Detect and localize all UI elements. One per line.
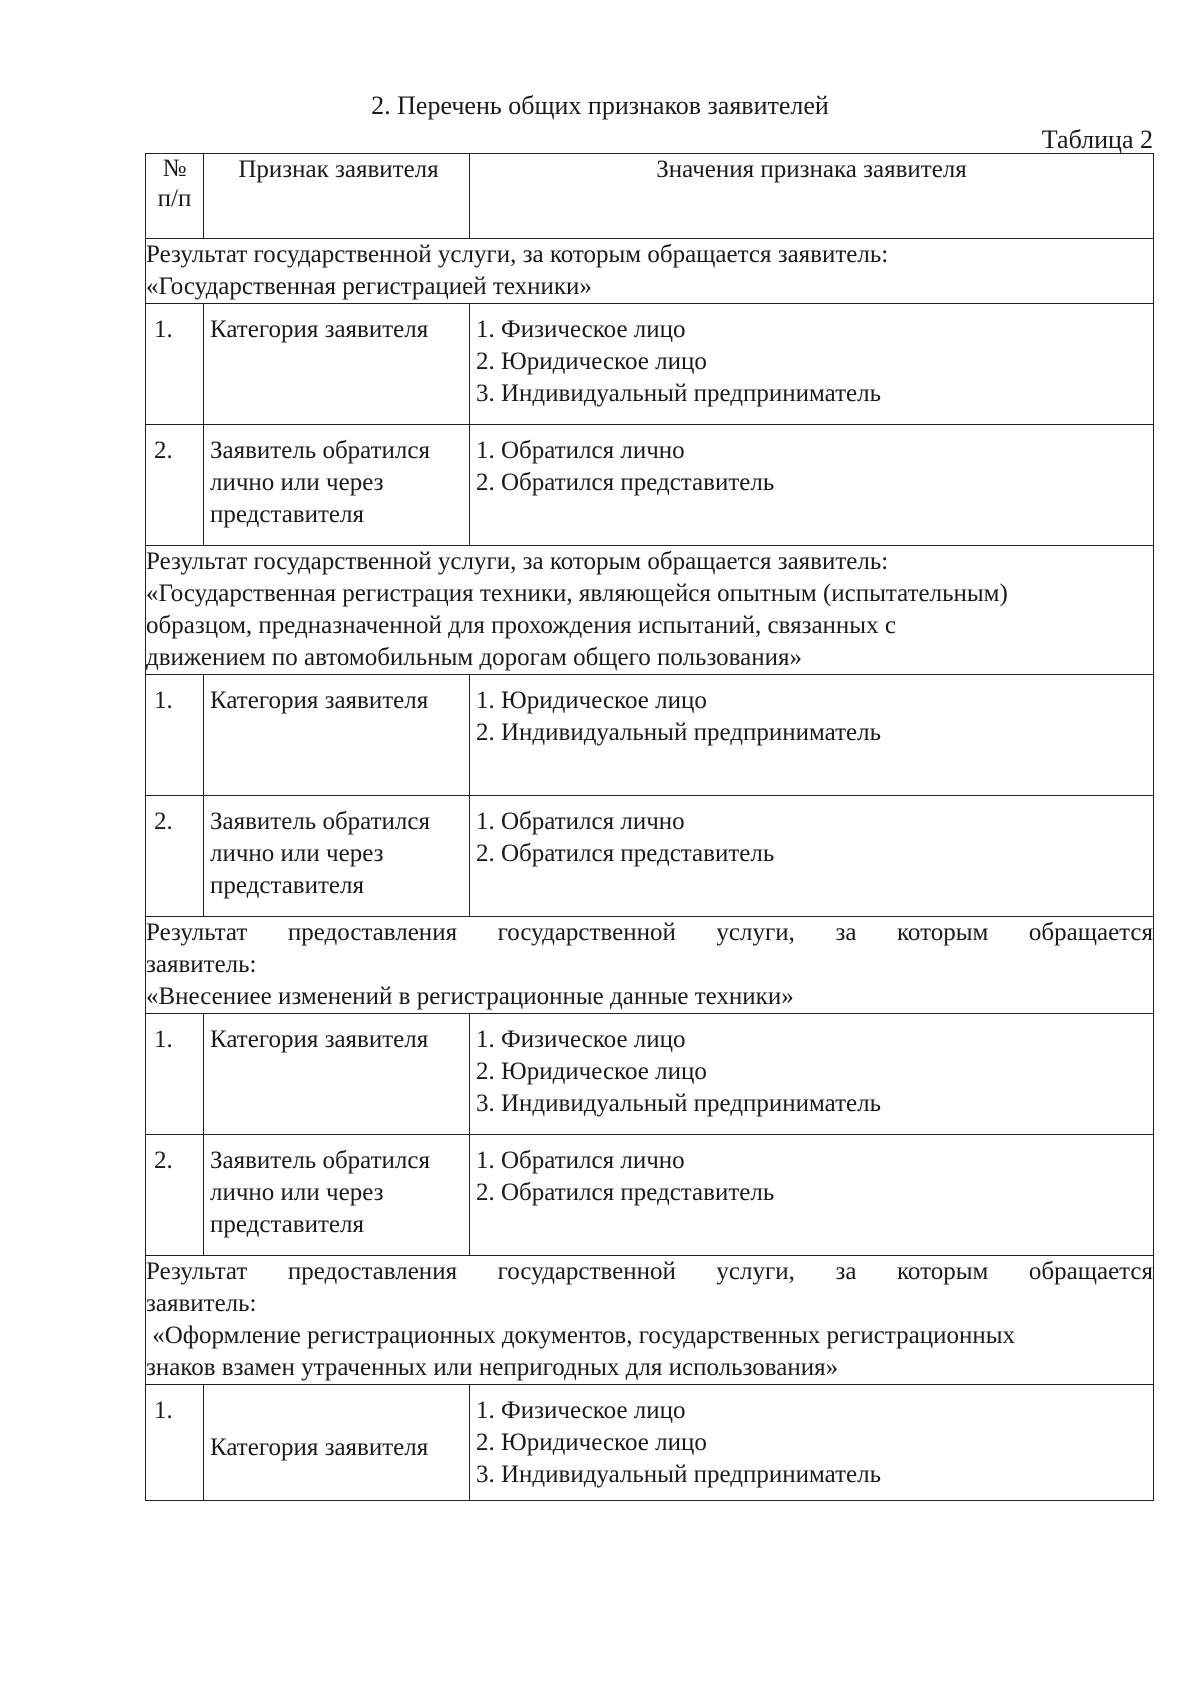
- row-number: 2.: [146, 425, 204, 546]
- row-value: 2. Обратился представитель: [476, 469, 775, 496]
- row-values: [470, 425, 1154, 546]
- row-number: 1.: [146, 304, 204, 425]
- section-heading: [146, 1256, 1154, 1385]
- row-number: 2.: [146, 796, 204, 917]
- section-heading-line: заявитель:: [146, 1290, 257, 1317]
- table-row: [146, 1385, 1154, 1501]
- table-header-row: [146, 154, 1154, 239]
- table-row: [146, 675, 1154, 796]
- section-heading: [146, 917, 1154, 1014]
- row-value: 3. Индивидуальный предприниматель: [476, 380, 881, 407]
- section-heading-line: Результат предоставления государственной услуги, за которым обращается: [146, 1258, 1153, 1285]
- row-value: 1. Физическое лицо: [476, 316, 686, 343]
- row-attribute-line: лично или через: [210, 1179, 384, 1206]
- row-value: 1. Обратился лично: [476, 1147, 685, 1174]
- row-value: 1. Юридическое лицо: [476, 687, 707, 714]
- section-heading-line: Результат государственной услуги, за которым обращается заявитель:: [146, 548, 889, 575]
- header-attribute: Признак заявителя: [204, 154, 470, 239]
- row-attribute-line: представителя: [210, 1211, 364, 1238]
- section-heading: [146, 239, 1154, 304]
- row-attribute-line: Категория заявителя: [210, 1026, 429, 1053]
- table-row: [146, 304, 1154, 425]
- row-values: [470, 1014, 1154, 1135]
- row-values: [470, 1385, 1154, 1501]
- row-attribute: [204, 1385, 470, 1501]
- row-value: 1. Физическое лицо: [476, 1026, 686, 1053]
- row-value: 2. Обратился представитель: [476, 840, 775, 867]
- row-attribute-line: Категория заявителя: [210, 687, 429, 714]
- row-value: 1. Физическое лицо: [476, 1397, 686, 1424]
- section-heading-line: «Внесениее изменений в регистрационные данные техники»: [146, 983, 794, 1010]
- row-number: 1.: [146, 675, 204, 796]
- document-title: 2. Перечень общих признаков заявителей: [371, 91, 829, 120]
- row-values: [470, 796, 1154, 917]
- row-attribute: [204, 796, 470, 917]
- row-value: 2. Юридическое лицо: [476, 1058, 707, 1085]
- table-row: [146, 796, 1154, 917]
- row-attribute: [204, 304, 470, 425]
- row-attribute: [204, 425, 470, 546]
- header-number: [146, 154, 204, 239]
- section-heading-row: [146, 546, 1154, 675]
- section-heading-line: заявитель:: [146, 951, 257, 978]
- row-attribute-line: представителя: [210, 501, 364, 528]
- row-value: 1. Обратился лично: [476, 437, 685, 464]
- section-heading-row: [146, 917, 1154, 1014]
- row-attribute-line: Категория заявителя: [210, 316, 429, 343]
- row-value: 2. Юридическое лицо: [476, 1429, 707, 1456]
- applicant-attributes-table: [145, 153, 1154, 1501]
- header-number-abbr: п/п: [157, 185, 192, 212]
- section-heading-line: «Оформление регистрационных документов, государственных регистрационных: [146, 1322, 1016, 1349]
- row-attribute-line: лично или через: [210, 469, 384, 496]
- row-attribute: [204, 1014, 470, 1135]
- section-heading-line: «Государственная регистрация техники, являющейся опытным (испытательным): [146, 580, 1008, 607]
- row-value: 2. Обратился представитель: [476, 1179, 775, 1206]
- row-attribute-line: лично или через: [210, 840, 384, 867]
- section-heading-line: «Государственная регистрацией техники»: [146, 273, 592, 300]
- row-values: [470, 675, 1154, 796]
- row-value: 2. Индивидуальный предприниматель: [476, 719, 881, 746]
- row-values: [470, 304, 1154, 425]
- row-attribute-line: Категория заявителя: [210, 1433, 429, 1461]
- row-number: 2.: [146, 1135, 204, 1256]
- section-heading-line: образцом, предназначенной для прохождения испытаний, связанных с: [146, 612, 896, 639]
- header-values: Значения признака заявителя: [470, 154, 1154, 239]
- section-heading-row: [146, 239, 1154, 304]
- row-value: 3. Индивидуальный предприниматель: [476, 1090, 881, 1117]
- section-heading-row: [146, 1256, 1154, 1385]
- row-attribute-line: Заявитель обратился: [210, 1147, 430, 1174]
- section-heading-line: знаков взамен утраченных или непригодных для использования»: [146, 1354, 839, 1381]
- table-row: [146, 1135, 1154, 1256]
- section-heading-line: движением по автомобильным дорогам общего пользования»: [146, 644, 803, 671]
- section-heading-line: Результат государственной услуги, за которым обращается заявитель:: [146, 241, 889, 268]
- row-number: 1.: [146, 1385, 204, 1501]
- section-heading: [146, 546, 1154, 675]
- table-row: [146, 1014, 1154, 1135]
- row-number: 1.: [146, 1014, 204, 1135]
- row-attribute-line: Заявитель обратился: [210, 437, 430, 464]
- row-value: 2. Юридическое лицо: [476, 348, 707, 375]
- row-attribute: [204, 1135, 470, 1256]
- row-value: 3. Индивидуальный предприниматель: [476, 1461, 881, 1488]
- header-number-sign: №: [162, 155, 187, 182]
- row-value: 1. Обратился лично: [476, 808, 685, 835]
- row-attribute: [204, 675, 470, 796]
- table-caption: Таблица 2: [1041, 125, 1153, 154]
- row-values: [470, 1135, 1154, 1256]
- row-attribute-line: представителя: [210, 872, 364, 899]
- section-heading-line: Результат предоставления государственной услуги, за которым обращается: [146, 919, 1153, 946]
- row-attribute-line: Заявитель обратился: [210, 808, 430, 835]
- table-row: [146, 425, 1154, 546]
